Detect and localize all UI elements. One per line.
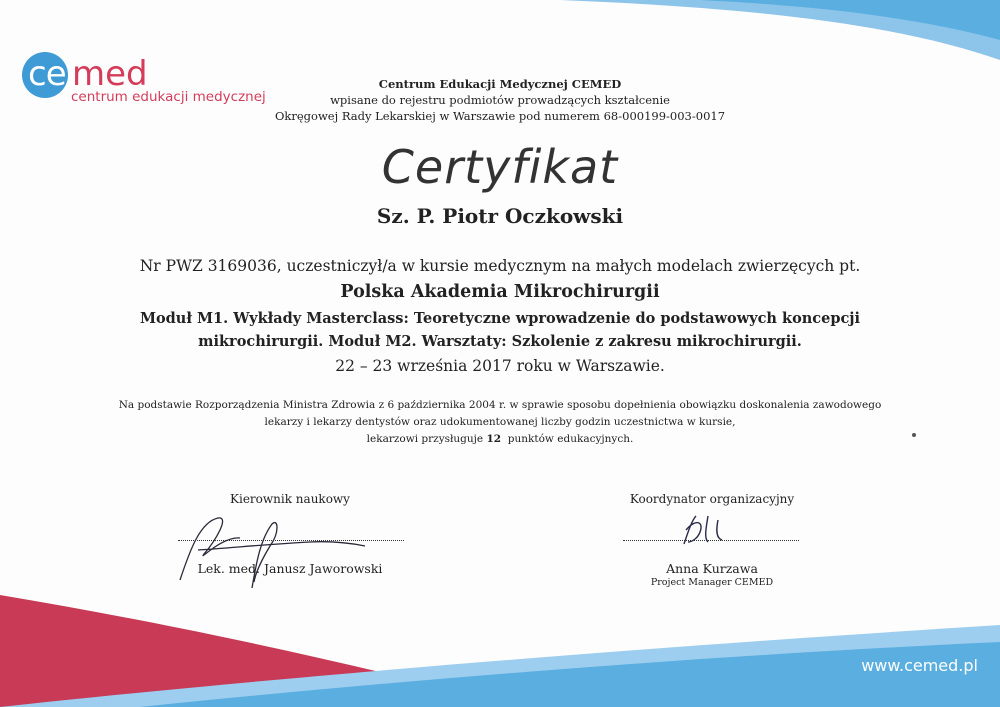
signature-right-title: Project Manager CEMED — [650, 577, 774, 588]
legal-line-1: Na podstawie Rozporządzenia Ministra Zdrowia z 6 października 2004 r. w sprawie sposobu dopełnienia obowiązku doskonalenia zawodowego — [118, 399, 882, 411]
signature-right-name: Anna Kurzawa — [666, 561, 758, 576]
signature-left-name: Lek. med. Janusz Jaworowski — [197, 561, 383, 576]
education-points: 12 — [486, 433, 502, 445]
signature-left — [140, 0, 440, 707]
signature-left-handwriting — [160, 510, 400, 590]
legal-line-3-post: punktów edukacyjnych. — [501, 433, 634, 445]
legal-line-2: lekarzy i lekarzy dentystów oraz udokumentowanej liczby godzin uczestnictwa w kursie, — [264, 416, 736, 428]
header-line-2: wpisane do rejestru podmiotów prowadzących kształcenie — [330, 93, 670, 107]
modules-line-1: Moduł M1. Wykłady Masterclass: Teoretyczne wprowadzenie do podstawowych koncepcji — [139, 310, 861, 327]
signature-right — [562, 0, 862, 707]
course-name: Polska Akademia Mikrochirurgii — [340, 282, 660, 302]
certificate-title: Certyfikat — [381, 140, 619, 194]
website-link[interactable]: www.cemed.pl — [861, 656, 978, 675]
modules-line-2: mikrochirurgii. Moduł M2. Warsztaty: Szkolenie z zakresu mikrochirurgii. — [198, 333, 802, 350]
legal-line-3-pre: lekarzowi przysługuje — [366, 433, 487, 445]
logo-subtitle: centrum edukacji medycznej — [71, 89, 266, 105]
recipient-name: Sz. P. Piotr Oczkowski — [376, 204, 624, 228]
logo-ce: ce — [28, 54, 66, 94]
intro-text: Nr PWZ 3169036, uczestniczył/a w kursie medycznym na małych modelach zwierzęcych pt. — [139, 257, 861, 275]
logo-med: med — [72, 54, 148, 94]
header-org: Centrum Edukacji Medycznej CEMED — [378, 77, 622, 91]
header-line-3: Okręgowej Rady Lekarskiej w Warszawie pod numerem 68-000199-003-0017 — [274, 109, 726, 123]
signature-right-role: Koordynator organizacyjny — [629, 492, 795, 506]
course-date: 22 – 23 września 2017 roku w Warszawie. — [335, 357, 665, 375]
stray-mark — [912, 433, 916, 437]
signature-left-role: Kierownik naukowy — [230, 492, 350, 506]
signature-right-handwriting — [678, 512, 738, 548]
